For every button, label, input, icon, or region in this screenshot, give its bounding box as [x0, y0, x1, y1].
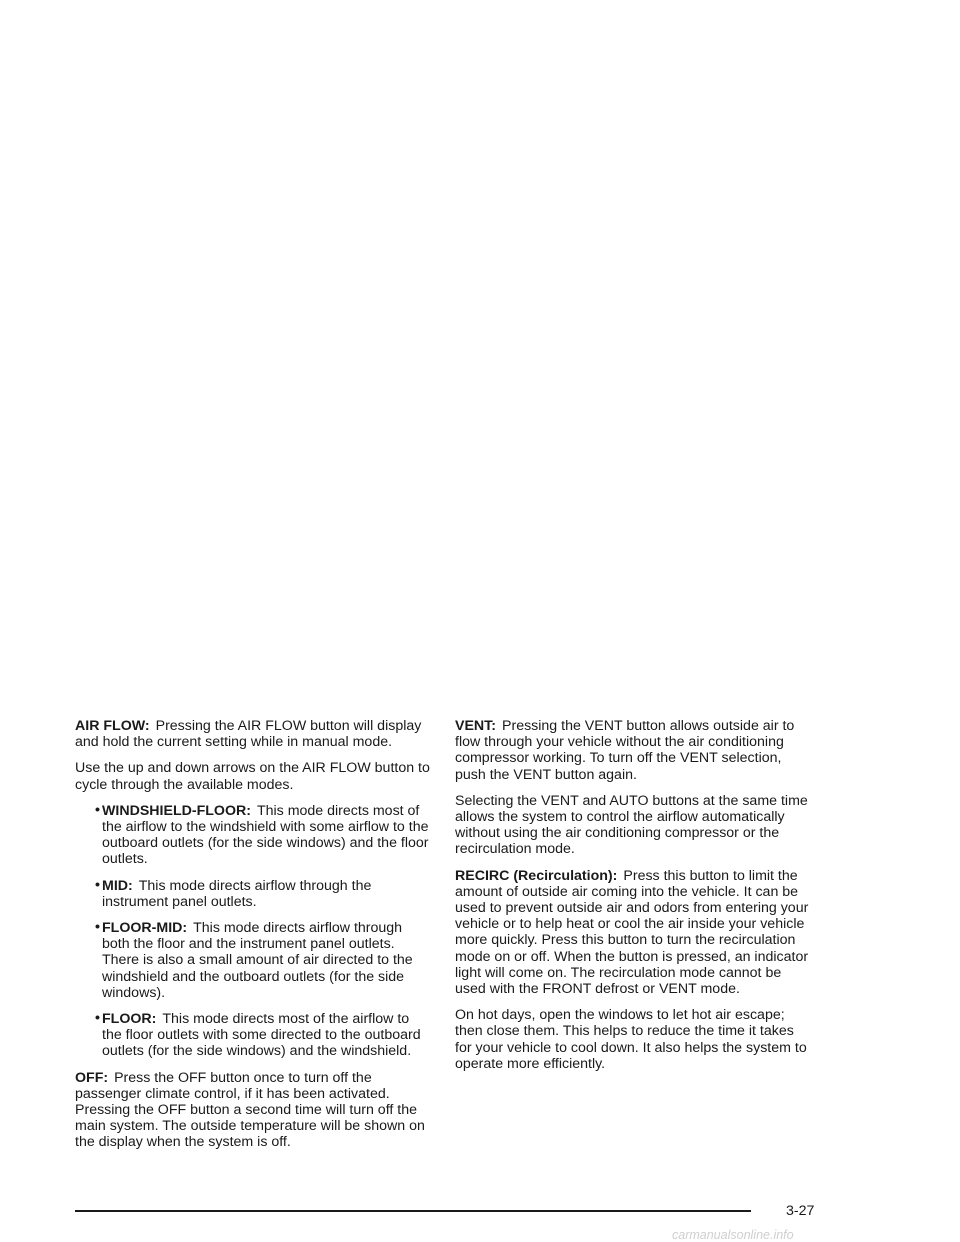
recirc-term: RECIRC (Recirculation): [455, 867, 618, 884]
mode-term: WINDSHIELD-FLOOR: [102, 802, 251, 819]
air-flow-paragraph [75, 718, 431, 750]
right-column [455, 718, 813, 1082]
off-term: OFF: [75, 1069, 109, 1086]
air-flow-modes-list [75, 803, 431, 1060]
hot-days-paragraph: On hot days, open the windows to let hot air escape; then close them. This helps to reduce the time it takes for your vehicle to cool down. It also helps the system to operate more efficiently. [455, 1007, 807, 1072]
list-item [75, 803, 431, 868]
list-item [75, 1011, 431, 1060]
mode-term: FLOOR: [102, 1011, 157, 1028]
recirc-paragraph [455, 868, 813, 998]
air-flow-text: Pressing the AIR FLOW button will display and hold the current setting while in manual mode. [75, 718, 422, 751]
mode-text: This mode directs most of the airflow to the windshield with some airflow to the outboard outlets (for the side windows) and the floor outlets. [102, 802, 429, 868]
mode-text: This mode directs airflow through both the floor and the instrument panel outlets. There is also a small amount of air directed to the windshield and the outboard outlets (for the side windows). [102, 920, 413, 1001]
footer-rule [75, 1210, 751, 1212]
bullet-icon: • [95, 801, 100, 818]
bullet-icon: • [95, 876, 100, 893]
list-item [75, 878, 431, 910]
vent-term: VENT: [455, 718, 496, 734]
mode-term: MID: [102, 877, 133, 894]
list-item [75, 920, 431, 1001]
bullet-icon: • [95, 919, 100, 936]
left-column [75, 718, 431, 1161]
air-flow-term: AIR FLOW: [75, 718, 150, 734]
vent-text: Pressing the VENT button allows outside air to flow through your vehicle without the air conditioning compressor working. To turn off the VENT selection, push the VENT button again. [455, 718, 795, 783]
cycle-modes-paragraph: Use the up and down arrows on the AIR FLOW button to cycle through the available modes. [75, 760, 430, 793]
recirc-text: Press this button to limit the amount of outside air coming into the vehicle. It can be used to prevent outside air and odors from entering your vehicle or to help heat or cool the air inside your vehicle more quickly. Press this button to turn the recirculation mode on or off. When the button is pressed, an indicator light will come on. The recirculation mode cannot be used with the FRONT defrost or VENT mode. [455, 867, 809, 998]
off-text: Press the OFF button once to turn off the passenger climate control, if it has been activated. Pressing the OFF button a second time will turn off the main system. The outside temperature will be shown on the display when the system is off. [75, 1069, 425, 1151]
page-number: 3-27 [786, 1203, 815, 1219]
mode-text: This mode directs airflow through the instrument panel outlets. [102, 877, 372, 910]
vent-paragraph [455, 718, 813, 783]
off-paragraph [75, 1070, 431, 1151]
vent-auto-paragraph: Selecting the VENT and AUTO buttons at the same time allows the system to control the airflow automatically without using the air conditioning compressor or the recirculation mode. [455, 792, 808, 858]
mode-term: FLOOR-MID: [102, 920, 188, 937]
watermark: carmanualsonline.info [672, 1228, 794, 1242]
bullet-icon: • [95, 1010, 100, 1027]
mode-text: This mode directs most of the airflow to the floor outlets with some directed to the outboard outlets (for the side windows) and the windshield. [102, 1011, 421, 1060]
